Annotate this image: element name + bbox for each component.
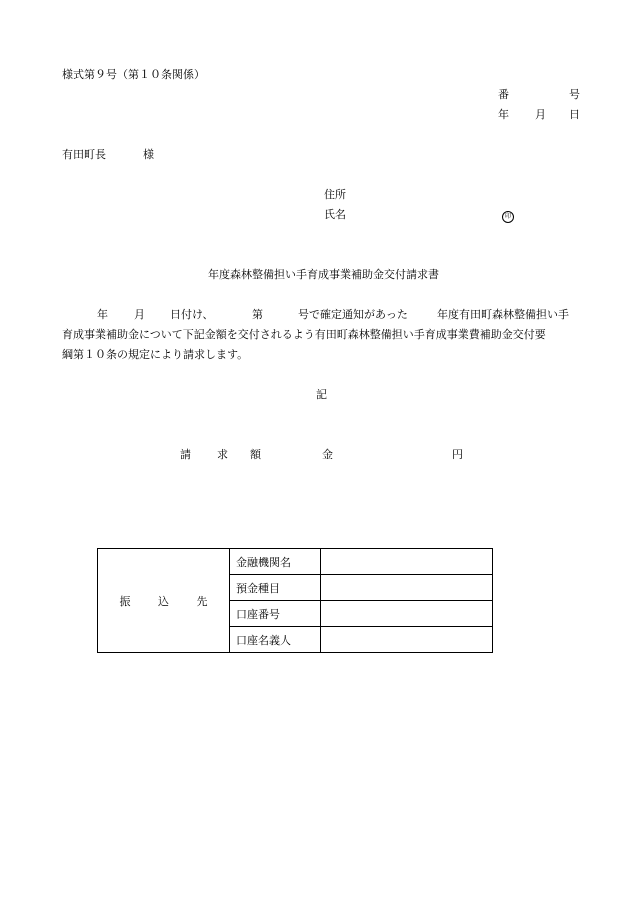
input-account-number[interactable] (321, 601, 493, 627)
claim-label-1: 請 (180, 448, 191, 461)
transfer-head-char-3: 先 (196, 594, 208, 608)
seal-mark (502, 208, 514, 223)
row-label-bank-name: 金融機関名 (230, 549, 321, 575)
form-number: 様式第９号（第１０条関係） (62, 68, 205, 81)
claim-kin: 金 (322, 448, 333, 461)
document-title: 年度森林整備担い手育成事業補助金交付請求書 (208, 268, 439, 281)
table-row (98, 549, 493, 575)
addressee-honorific: 様 (143, 148, 154, 161)
row-label-account-holder: 口座名義人 (230, 627, 321, 653)
claim-label-2: 求 (217, 448, 228, 461)
transfer-table (97, 548, 493, 653)
input-deposit-type[interactable] (321, 575, 493, 601)
date-year: 年 (498, 108, 509, 121)
row-label-deposit-type: 預金種目 (230, 575, 321, 601)
claim-yen: 円 (452, 448, 463, 461)
ki-heading: 記 (316, 388, 327, 401)
seal-icon: 印 (502, 211, 514, 223)
addressee-name: 有田町長 (62, 148, 106, 161)
row-label-account-number: 口座番号 (230, 601, 321, 627)
body-dai: 第 (252, 308, 263, 321)
address-label: 住所 (324, 188, 346, 201)
date-month: 月 (535, 108, 546, 121)
transfer-head-char-1: 振 (119, 594, 143, 608)
body-line-2: 育成事業補助金について下記金額を交付されるよう有田町森林整備担い手育成事業費補助金交付要 (62, 328, 546, 341)
date-day: 日 (569, 108, 580, 121)
body-day: 日付け、 (170, 308, 214, 321)
name-label: 氏名 (324, 208, 346, 221)
number-label-1: 番 (498, 88, 509, 101)
input-account-holder[interactable] (321, 627, 493, 653)
transfer-head (98, 549, 230, 653)
number-label-2: 号 (569, 88, 580, 101)
input-bank-name[interactable] (321, 549, 493, 575)
transfer-head-char-2: 込 (158, 594, 181, 608)
claim-label-3: 額 (250, 448, 261, 461)
body-month: 月 (134, 308, 145, 321)
body-fiscal: 年度有田町森林整備担い手 (437, 308, 569, 321)
body-year: 年 (97, 308, 108, 321)
body-line-3: 綱第１０条の規定により請求します。 (62, 348, 249, 361)
body-notice: 号で確定通知があった (298, 308, 408, 321)
